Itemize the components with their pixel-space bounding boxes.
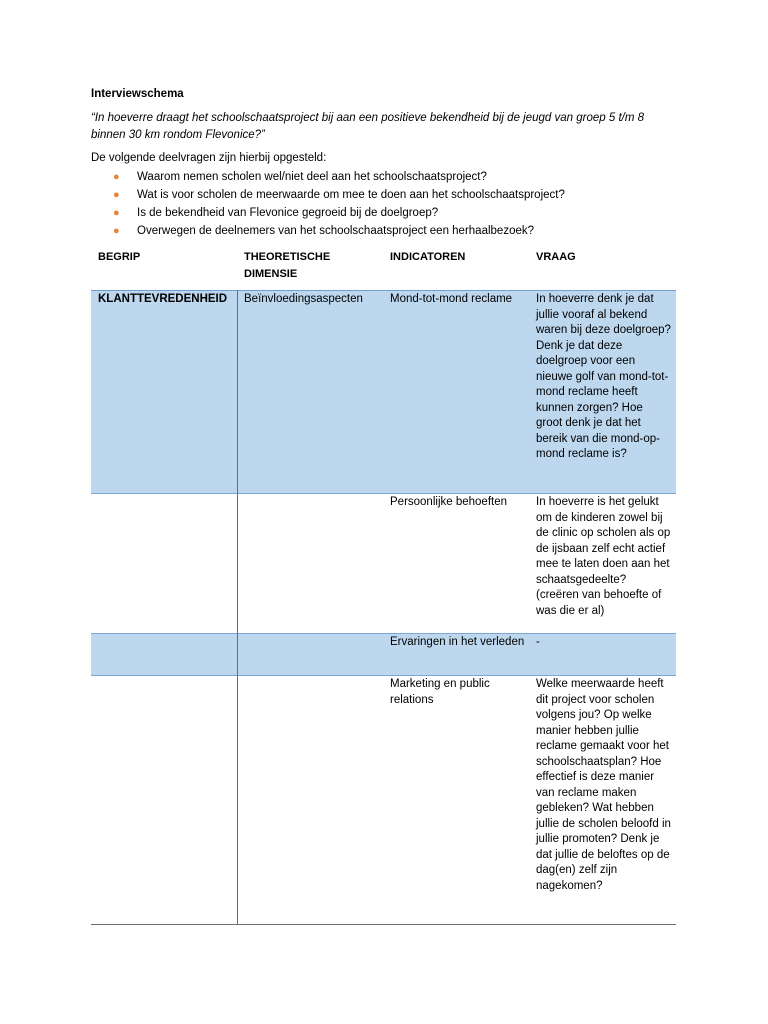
table-cell-dimensie: Beïnvloedingsaspecten xyxy=(244,293,363,305)
table-header-cell: BEGRIP xyxy=(98,251,141,263)
bullet-icon: ● xyxy=(113,225,120,237)
list-item xyxy=(113,170,565,188)
table-cell-dimensie xyxy=(244,634,384,635)
table-cell-begrip: KLANTTEVREDENHEID xyxy=(98,293,228,305)
table-row xyxy=(91,493,676,633)
table-cell-indicator: Mond-tot-mond reclame xyxy=(390,293,513,305)
document-heading: Interviewschema xyxy=(91,88,184,100)
table-cell-vraag: In hoeverre denk je dat jullie vooraf al bekend waren bij deze doelgroep? Denk je dat deze doelgroep voor een nieuwe golf van mond-tot-mond reclame heeft kunnen zorgen? Hoe groot denk je dat het bereik van die mond-op-mond reclame is? xyxy=(536,293,671,460)
table-row xyxy=(91,290,676,493)
table-header-row xyxy=(91,244,676,290)
sub-question-text: Waarom nemen scholen wel/niet deel aan het schoolschaatsproject? xyxy=(137,171,487,183)
bullet-icon: ● xyxy=(113,189,120,201)
bullet-icon: ● xyxy=(113,171,120,183)
list-item xyxy=(113,188,565,206)
table-cell-vraag: In hoeverre is het gelukt om de kinderen zowel bij de clinic op scholen als op de ijsbaan zelf echt actief mee te laten doen aan het schaatsgedeelte? (creëren van behoefte of was die er al) xyxy=(536,496,671,617)
sub-question-list xyxy=(113,170,565,242)
main-research-question: “In hoeverre draagt het schoolschaatsproject bij aan een positieve bekendheid bij de jeugd van groep 5 t/m 8 binnen 30 km rondom Flevonice?” xyxy=(91,112,644,141)
sub-question-text: Is de bekendheid van Flevonice gegroeid bij de doelgroep? xyxy=(137,207,439,219)
table-cell-dimensie xyxy=(244,676,384,677)
table-cell-begrip xyxy=(98,676,238,677)
table-header-cell: INDICATOREN xyxy=(390,251,466,263)
table-bottom-border xyxy=(91,924,676,925)
table-header-cell: THEORETISCHE DIMENSIE xyxy=(244,251,331,280)
table-header-cell: VRAAG xyxy=(536,251,576,263)
table-cell-indicator: Persoonlijke behoeften xyxy=(390,496,507,508)
intro-text: De volgende deelvragen zijn hierbij opgesteld: xyxy=(91,152,327,164)
sub-question-text: Overwegen de deelnemers van het schoolschaatsproject een herhaalbezoek? xyxy=(137,225,535,237)
table-row xyxy=(91,633,676,675)
table-cell-vraag: Welke meerwaarde heeft dit project voor scholen volgens jou? Op welke manier hebben jullie reclame gemaakt voor het schoolschaatsplan? Hoe effectief is deze manier van reclame maken gebleken? Wat hebben jullie de scholen beloofd in jullie promoten? Denk je dat jullie de beloftes op de dag(en) zelf zijn nagekomen? xyxy=(536,678,671,892)
table-cell-begrip xyxy=(98,634,238,635)
table-cell-begrip xyxy=(98,494,238,495)
table-row xyxy=(91,675,676,925)
table-cell-vraag: - xyxy=(536,636,540,648)
bullet-icon: ● xyxy=(113,207,120,219)
sub-question-text: Wat is voor scholen de meerwaarde om mee te doen aan het schoolschaatsproject? xyxy=(137,189,565,201)
column-divider xyxy=(237,290,238,925)
table-cell-dimensie xyxy=(244,494,384,495)
table-cell-indicator: Marketing en public relations xyxy=(390,678,490,706)
list-item xyxy=(113,224,565,242)
table-cell-indicator: Ervaringen in het verleden xyxy=(390,636,525,648)
interview-table xyxy=(91,244,676,925)
list-item xyxy=(113,206,565,224)
